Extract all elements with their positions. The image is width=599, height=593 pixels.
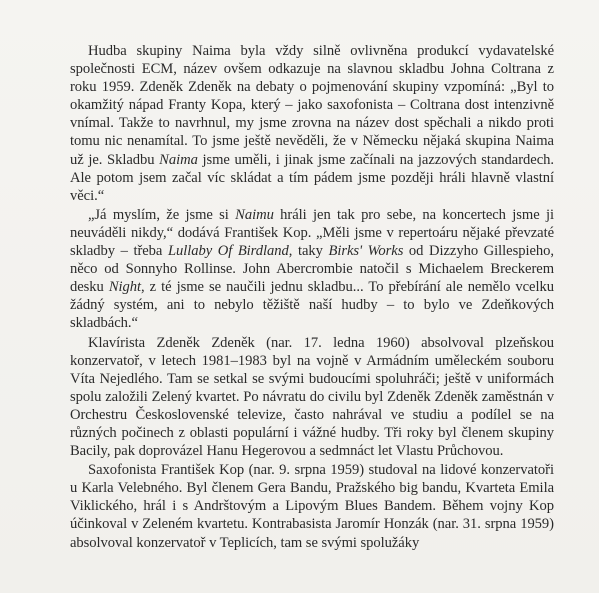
paragraph-4: [70, 461, 554, 551]
italic-title: Birks' Works: [328, 243, 404, 260]
italic-title: Naima: [159, 151, 198, 168]
text-run: , taky: [288, 243, 329, 260]
text-run: „Já myslím, že jsme si: [88, 206, 236, 223]
paragraph-1: [70, 42, 554, 205]
text-run: Hudba skupiny Naima byla vždy silně ovlivněna produkcí vydavatelské společnosti ECM, název ovšem odkazuje na slavnou skladbu Johna Coltrana z roku 1959. Zdeněk Zdeněk na debaty o pojmenování skupiny vzpomíná: „Byl to okamžitý nápad Franty Kopa, který – jako saxofonista – Coltrana dost intenzivně vnímal. Takže to navrhnul, my jsme zrovna na název dost spěchali a nikdo proti tomu nic nenamítal. To jsme ještě nevěděli, že v Německu nějaká skupina Naima už je. Skladbu: [70, 43, 554, 168]
italic-title: Naimu: [235, 206, 274, 223]
text-run: hráli jen tak pro sebe, na koncertech jsme ji neuváděli nikdy,“ dodává František Kop. „Měli jsme v repertoáru nějaké převzaté skladby – třeba: [70, 206, 554, 260]
body-text: [70, 42, 554, 552]
text-run: od Dizzyho Gillespieho, něco od Sonnyho Rollinse. John Abercrombie natočil s Michaelem Breckerem desku: [70, 243, 554, 296]
italic-title: Lullaby Of Birdland: [167, 243, 289, 260]
paragraph-3: [70, 334, 554, 461]
text-run: Klavírista Zdeněk Zdeněk (nar. 17. ledna 1960) absolvoval plzeňskou konzervatoř, v letech 1981–1983 byl na vojně v Armádním uměleckém souboru Víta Nejedlého. Tam se setkal se svými budoucími spoluhráči; ještě v uniformách spolu založili Zelený kvartet. Po návratu do civilu byl Zdeněk Zdeněk zaměstnán v Orchestru Československé televize, často nahrával ve studiu a podílel se na různých počinech z oblasti populární i vážné hudby. Tři roky byl členem skupiny Bacily, pak doprovázel Hanu Hegerovou a sedmnáct let Vlastu Průchovou.: [70, 334, 554, 460]
text-run: jsme uměli, i jinak jsme začínali na jazzových standardech. Ale potom jsem začal víc skládat a tím pádem jsme později hráli hlavně vlastní věci.“: [70, 151, 554, 204]
text-run: , z té jsme se naučili jednu skladbu... To přebírání ale nemělo vcelku žádný systém, ani to nebylo těžiště naší hudby – to bylo ve Zdeňkových skladbách.“: [70, 279, 554, 332]
paragraph-2: [70, 206, 554, 333]
italic-title: Night: [108, 279, 142, 296]
text-run: Saxofonista František Kop (nar. 9. srpna 1959) studoval na lidové konzervatoři u Karla Velebného. Byl členem Gera Bandu, Pražského big bandu, Kvarteta Emila Viklického, hrál i s Andrštovým a Lipovým Blues Bandem. Během vojny Kop účinkoval v Zeleném kvartetu. Kontrabasista Jaromír Honzák (nar. 31. srpna 1959) absolvoval konzervatoř v Teplicích, tam se svými spolužáky: [70, 462, 554, 551]
